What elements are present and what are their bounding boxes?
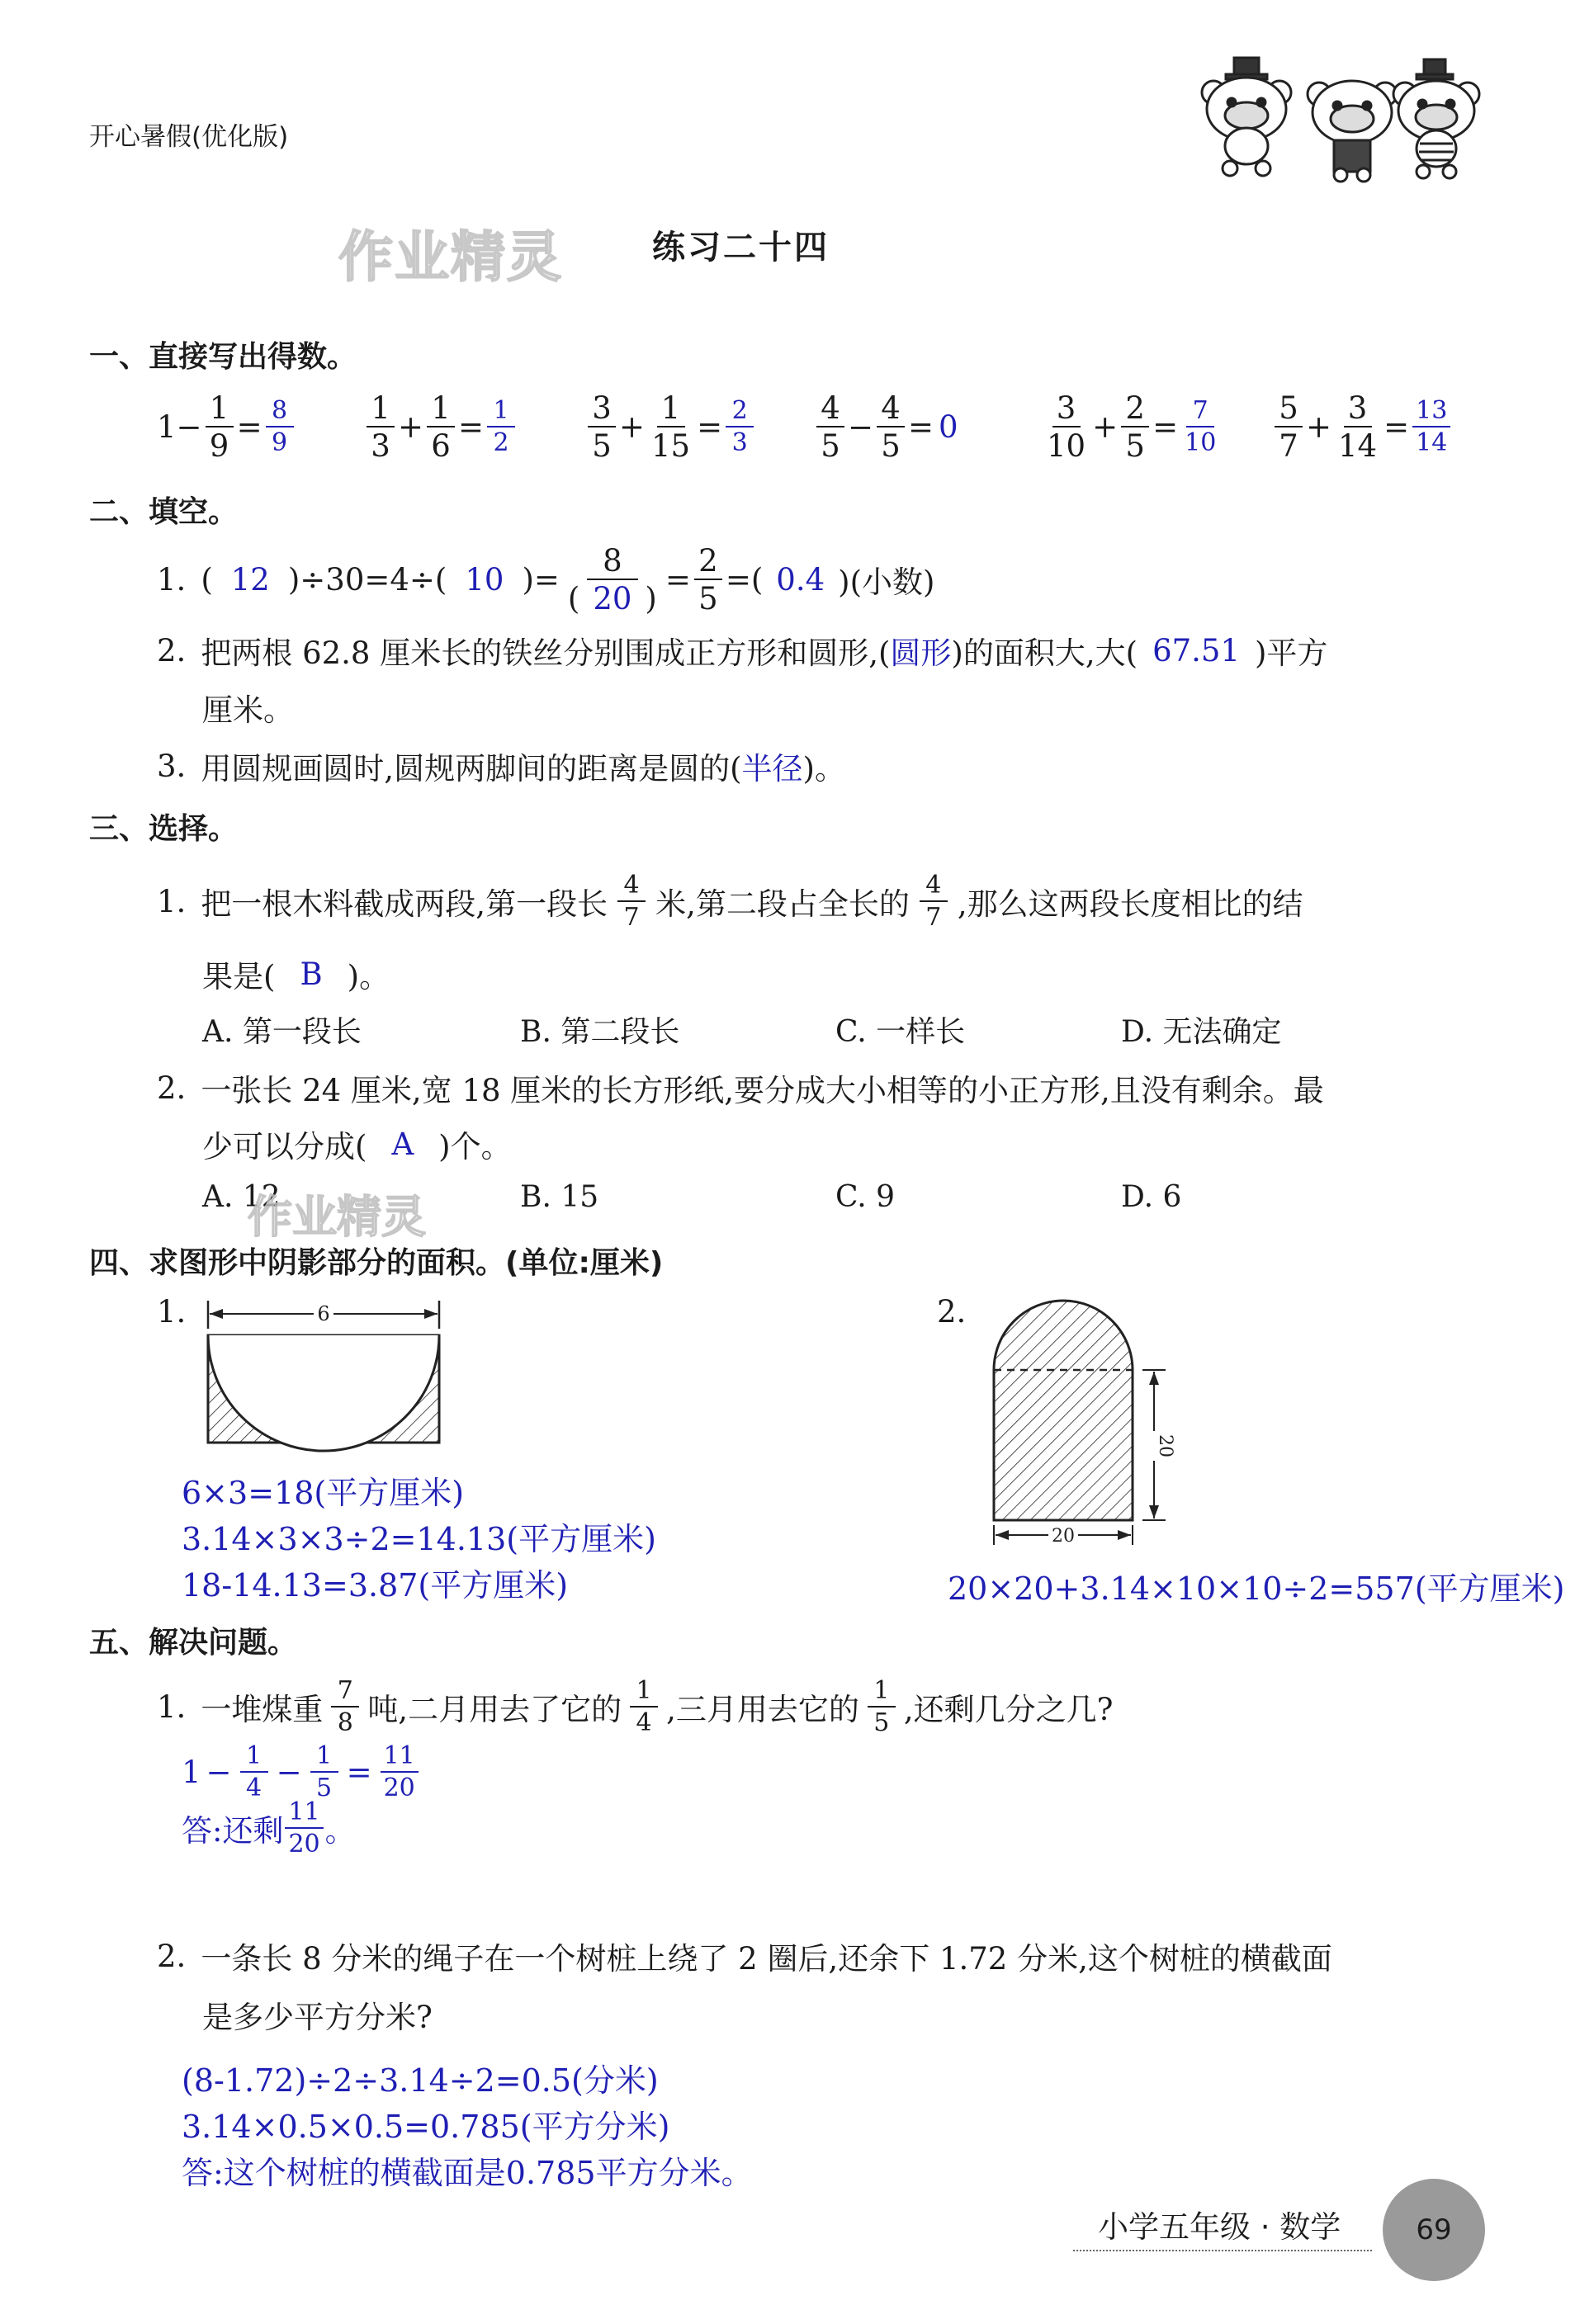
calc-item-3 bbox=[584, 390, 757, 464]
problem-question-2 bbox=[157, 1934, 1332, 1977]
problem-question-1 bbox=[157, 1667, 1113, 1746]
problem2-answer-line-3: 答:这个树桩的横截面是0.785平方分米。 bbox=[182, 2155, 753, 2191]
denominator: 5 bbox=[1125, 427, 1145, 464]
numerator: 7 bbox=[1186, 399, 1214, 427]
problem2-answer-line-2: 3.14×0.5×0.5=0.785(平方分米) bbox=[182, 2109, 670, 2145]
fraction bbox=[331, 1675, 359, 1737]
denominator: 5 bbox=[316, 1773, 333, 1802]
equals: = bbox=[697, 409, 723, 445]
choice-question-1-line2 bbox=[202, 952, 390, 995]
answer-value: 圆形 bbox=[890, 635, 952, 671]
answer-value: 12 bbox=[230, 561, 270, 598]
denominator: 20 bbox=[288, 1829, 320, 1859]
numerator: 1 bbox=[868, 1679, 896, 1708]
numerator: 4 bbox=[816, 393, 844, 427]
answer-fraction bbox=[726, 395, 754, 457]
fraction bbox=[1335, 390, 1380, 464]
text: )的面积大,大( bbox=[951, 635, 1138, 671]
fraction bbox=[617, 870, 646, 932]
figure2-answer: 20×20+3.14×10×10÷2=557(平方厘米) bbox=[948, 1571, 1565, 1607]
text: 用圆规画圆时,圆规两脚间的距离是圆的( bbox=[201, 751, 742, 786]
numerator: 8 bbox=[266, 399, 294, 427]
fraction bbox=[630, 1675, 658, 1737]
mascot-bears-image bbox=[1189, 51, 1494, 183]
denominator: 2 bbox=[493, 427, 509, 457]
number: 1 bbox=[182, 1754, 201, 1790]
denominator: 4 bbox=[246, 1773, 263, 1802]
fill-question-2 bbox=[157, 629, 1327, 672]
text: =( bbox=[725, 561, 764, 598]
choice-question-1 bbox=[157, 858, 1303, 944]
text: )= bbox=[522, 561, 560, 598]
arrow-head bbox=[210, 1309, 223, 1319]
denominator: 3 bbox=[731, 427, 748, 457]
fraction bbox=[1043, 390, 1089, 464]
numerator: 2 bbox=[726, 399, 754, 427]
numerator: 1 bbox=[206, 393, 234, 427]
answer-value: 10 bbox=[465, 561, 504, 598]
operator: + bbox=[1092, 409, 1119, 445]
denominator: 7 bbox=[623, 902, 640, 932]
denominator: 6 bbox=[431, 427, 451, 464]
fraction bbox=[381, 1741, 419, 1802]
answer-value: 0 bbox=[939, 409, 958, 445]
footer-dotted-line bbox=[1073, 2250, 1372, 2251]
denominator: 3 bbox=[371, 427, 390, 464]
text: 果是( bbox=[202, 959, 276, 994]
numerator: 7 bbox=[331, 1679, 359, 1708]
book-title: 开心暑假(优化版) bbox=[89, 122, 289, 152]
equals: = bbox=[346, 1754, 372, 1790]
figure1-number: 1. bbox=[157, 1294, 187, 1330]
problem1-calculation bbox=[182, 1743, 422, 1801]
denominator: 10 bbox=[1185, 427, 1217, 457]
calc-item-2 bbox=[363, 390, 518, 464]
numerator: 5 bbox=[1275, 393, 1303, 427]
option-b: B. 15 bbox=[520, 1180, 599, 1214]
equals: = bbox=[236, 409, 263, 445]
text: )。 bbox=[347, 959, 390, 994]
operator: − bbox=[176, 409, 202, 445]
denominator: 5 bbox=[821, 427, 840, 464]
text: 把一根木料截成两段,第一段长 bbox=[201, 886, 608, 922]
answer-value: 20 bbox=[593, 580, 632, 616]
denominator: 7 bbox=[1279, 427, 1298, 464]
text: 把两根 62.8 厘米长的铁丝分别围成正方形和圆形,( bbox=[201, 635, 891, 671]
answer-value: 0.4 bbox=[776, 561, 825, 598]
denominator: 5 bbox=[698, 580, 718, 616]
denominator: 5 bbox=[881, 427, 901, 464]
numerator: 2 bbox=[1121, 393, 1149, 427]
numerator: 11 bbox=[285, 1800, 323, 1829]
option-d: D. 无法确定 bbox=[1121, 1015, 1282, 1049]
fraction bbox=[694, 542, 722, 616]
calc-item-4 bbox=[813, 390, 958, 464]
numerator: 1 bbox=[240, 1744, 268, 1773]
text: 一条长 8 分米的绳子在一个树桩上绕了 2 圈后,还余下 1.72 分米,这个树桩的横截面 bbox=[201, 1941, 1332, 1977]
option-d: D. 6 bbox=[1121, 1180, 1182, 1214]
option-c: C. 一样长 bbox=[835, 1015, 966, 1049]
operator: − bbox=[206, 1754, 232, 1790]
fraction bbox=[1121, 390, 1149, 464]
text: )。 bbox=[802, 751, 845, 786]
denominator: 15 bbox=[651, 427, 691, 464]
denominator: 14 bbox=[1416, 427, 1448, 457]
numerator: 3 bbox=[588, 393, 616, 427]
section3-heading: 三、选择。 bbox=[89, 812, 239, 846]
fill-question-3 bbox=[157, 744, 845, 787]
answer-value: 半径 bbox=[741, 751, 803, 786]
option-c: C. 9 bbox=[835, 1180, 896, 1214]
numerator: 4 bbox=[617, 873, 646, 902]
denominator: 10 bbox=[1047, 427, 1086, 464]
fraction bbox=[310, 1741, 338, 1802]
problem2-answer-line-1: (8-1.72)÷2÷3.14÷2=0.5(分米) bbox=[182, 2062, 659, 2099]
exercise-title: 练习二十四 bbox=[652, 229, 830, 267]
fraction bbox=[285, 1797, 323, 1859]
question-number: 1. bbox=[157, 1689, 187, 1725]
answer-value: 67.51 bbox=[1152, 632, 1240, 668]
denominator: 4 bbox=[636, 1708, 652, 1737]
answer-value: A bbox=[391, 1126, 414, 1162]
operator: − bbox=[848, 409, 874, 445]
text: )÷30=4÷( bbox=[287, 561, 447, 598]
denominator: 5 bbox=[592, 427, 612, 464]
choice-question-2 bbox=[157, 1066, 1324, 1109]
fill-question-2-line2: 厘米。 bbox=[202, 692, 294, 728]
question-number: 2. bbox=[157, 1070, 187, 1106]
figure2-number: 2. bbox=[937, 1294, 967, 1330]
question-number: 1. bbox=[157, 561, 187, 598]
numerator: 1 bbox=[487, 399, 515, 427]
height-label: 20 bbox=[1155, 1434, 1175, 1457]
arrow-head bbox=[1149, 1505, 1159, 1519]
option-b: B. 第二段长 bbox=[520, 1015, 680, 1049]
denominator-blank bbox=[565, 580, 660, 614]
shaded-arch bbox=[994, 1301, 1133, 1520]
paren: ) bbox=[645, 580, 657, 616]
text: 答:还剩 bbox=[182, 1813, 284, 1849]
fraction bbox=[367, 390, 395, 464]
denominator: 20 bbox=[383, 1773, 415, 1802]
section1-heading: 一、直接写出得数。 bbox=[89, 340, 357, 374]
operator: − bbox=[276, 1754, 302, 1790]
section4-heading: 四、求图形中阴影部分的面积。(单位:厘米) bbox=[89, 1246, 664, 1280]
width-label: 20 bbox=[1052, 1526, 1075, 1547]
text: )(小数) bbox=[838, 564, 935, 600]
denominator: 7 bbox=[925, 902, 942, 932]
numerator: 1 bbox=[630, 1679, 658, 1708]
denominator: 9 bbox=[272, 427, 288, 457]
operator: + bbox=[1306, 409, 1332, 445]
watermark-top: 作业精灵 bbox=[338, 225, 563, 289]
denominator: 5 bbox=[873, 1708, 890, 1737]
paren: ( bbox=[567, 580, 580, 616]
section5-heading: 五、解决问题。 bbox=[89, 1626, 298, 1660]
answer-fraction bbox=[266, 395, 294, 457]
text: ( bbox=[201, 561, 213, 598]
page-number: 69 bbox=[1416, 2213, 1452, 2246]
text: ,那么这两段长度相比的结 bbox=[957, 886, 1303, 922]
figure2-arch-diagram bbox=[982, 1287, 1180, 1560]
calc-item-1 bbox=[157, 390, 297, 464]
fraction bbox=[588, 390, 616, 464]
text: ,还剩几分之几? bbox=[903, 1692, 1114, 1727]
numerator: 2 bbox=[694, 546, 722, 580]
numerator: 3 bbox=[1344, 393, 1372, 427]
problem-question-2-line2: 是多少平方分米? bbox=[202, 2000, 433, 2035]
section2-heading: 二、填空。 bbox=[89, 495, 239, 529]
watermark-middle: 作业精灵 bbox=[248, 1191, 426, 1243]
fraction bbox=[877, 390, 905, 464]
text: 一张长 24 厘米,宽 18 厘米的长方形纸,要分成大小相等的小正方形,且没有剩余。最 bbox=[201, 1073, 1324, 1108]
question-number: 2. bbox=[157, 1938, 187, 1974]
text: ,三月用去它的 bbox=[666, 1692, 859, 1727]
figure1-answer-line-1: 6×3=18(平方厘米) bbox=[182, 1475, 465, 1511]
grade-subject-label: 小学五年级 · 数学 bbox=[1098, 2209, 1341, 2245]
denominator: 8 bbox=[337, 1708, 353, 1737]
question-number: 2. bbox=[157, 632, 187, 668]
fraction bbox=[1275, 390, 1303, 464]
equals: = bbox=[665, 561, 691, 598]
figure1-answer-line-2: 3.14×3×3÷2=14.13(平方厘米) bbox=[182, 1521, 656, 1557]
option-a: A. 第一段长 bbox=[202, 1015, 362, 1049]
denominator: 9 bbox=[209, 427, 229, 464]
question-number: 1. bbox=[157, 883, 187, 919]
fraction bbox=[240, 1741, 268, 1802]
figure1-semicircle-diagram bbox=[198, 1287, 454, 1452]
fraction bbox=[920, 870, 948, 932]
equals: = bbox=[1152, 409, 1179, 445]
text: 。 bbox=[324, 1813, 356, 1849]
text: 少可以分成( bbox=[202, 1129, 367, 1164]
choice-question-2-line2 bbox=[202, 1122, 512, 1165]
answer-fraction bbox=[1412, 395, 1450, 457]
numerator: 1 bbox=[310, 1744, 338, 1773]
fraction bbox=[816, 390, 844, 464]
fill-question-1 bbox=[157, 538, 934, 621]
calc-item-5 bbox=[1040, 390, 1223, 464]
arrow-head bbox=[1149, 1372, 1159, 1385]
question-number: 3. bbox=[157, 748, 187, 784]
arrow-head bbox=[996, 1530, 1009, 1540]
numerator: 1 bbox=[367, 393, 395, 427]
fraction bbox=[565, 542, 660, 616]
calc-item-6 bbox=[1271, 390, 1454, 464]
answer-value: B bbox=[300, 956, 323, 992]
operator: + bbox=[398, 409, 424, 445]
problem1-answer bbox=[182, 1799, 356, 1857]
width-label: 6 bbox=[317, 1302, 330, 1325]
number: 1 bbox=[157, 409, 177, 445]
numerator: 11 bbox=[381, 1744, 419, 1773]
equals: = bbox=[908, 409, 934, 445]
operator: + bbox=[619, 409, 646, 445]
text: 吨,二月用去了它的 bbox=[367, 1692, 622, 1727]
text: 米,第二段占全长的 bbox=[655, 886, 910, 922]
numerator: 1 bbox=[427, 393, 455, 427]
fraction bbox=[868, 1675, 896, 1737]
equals: = bbox=[458, 409, 485, 445]
equals: = bbox=[1384, 409, 1410, 445]
answer-fraction bbox=[487, 395, 515, 457]
numerator: 4 bbox=[877, 393, 905, 427]
arrow-head bbox=[1118, 1530, 1131, 1540]
numerator: 8 bbox=[587, 546, 638, 580]
fraction bbox=[206, 390, 234, 464]
text: 一堆煤重 bbox=[201, 1692, 324, 1727]
page-number-badge bbox=[1383, 2179, 1485, 2281]
numerator: 4 bbox=[920, 873, 948, 902]
text: )平方 bbox=[1255, 635, 1328, 671]
numerator: 13 bbox=[1412, 399, 1450, 427]
numerator: 1 bbox=[657, 393, 685, 427]
option-a: A. 12 bbox=[202, 1180, 281, 1214]
figure1-answer-line-3: 18-14.13=3.87(平方厘米) bbox=[182, 1567, 569, 1604]
arrow-head bbox=[424, 1309, 438, 1319]
denominator: 14 bbox=[1338, 427, 1378, 464]
fraction bbox=[427, 390, 455, 464]
answer-fraction bbox=[1181, 395, 1219, 457]
numerator: 3 bbox=[1052, 393, 1081, 427]
fraction bbox=[648, 390, 693, 464]
text: )个。 bbox=[438, 1129, 512, 1164]
